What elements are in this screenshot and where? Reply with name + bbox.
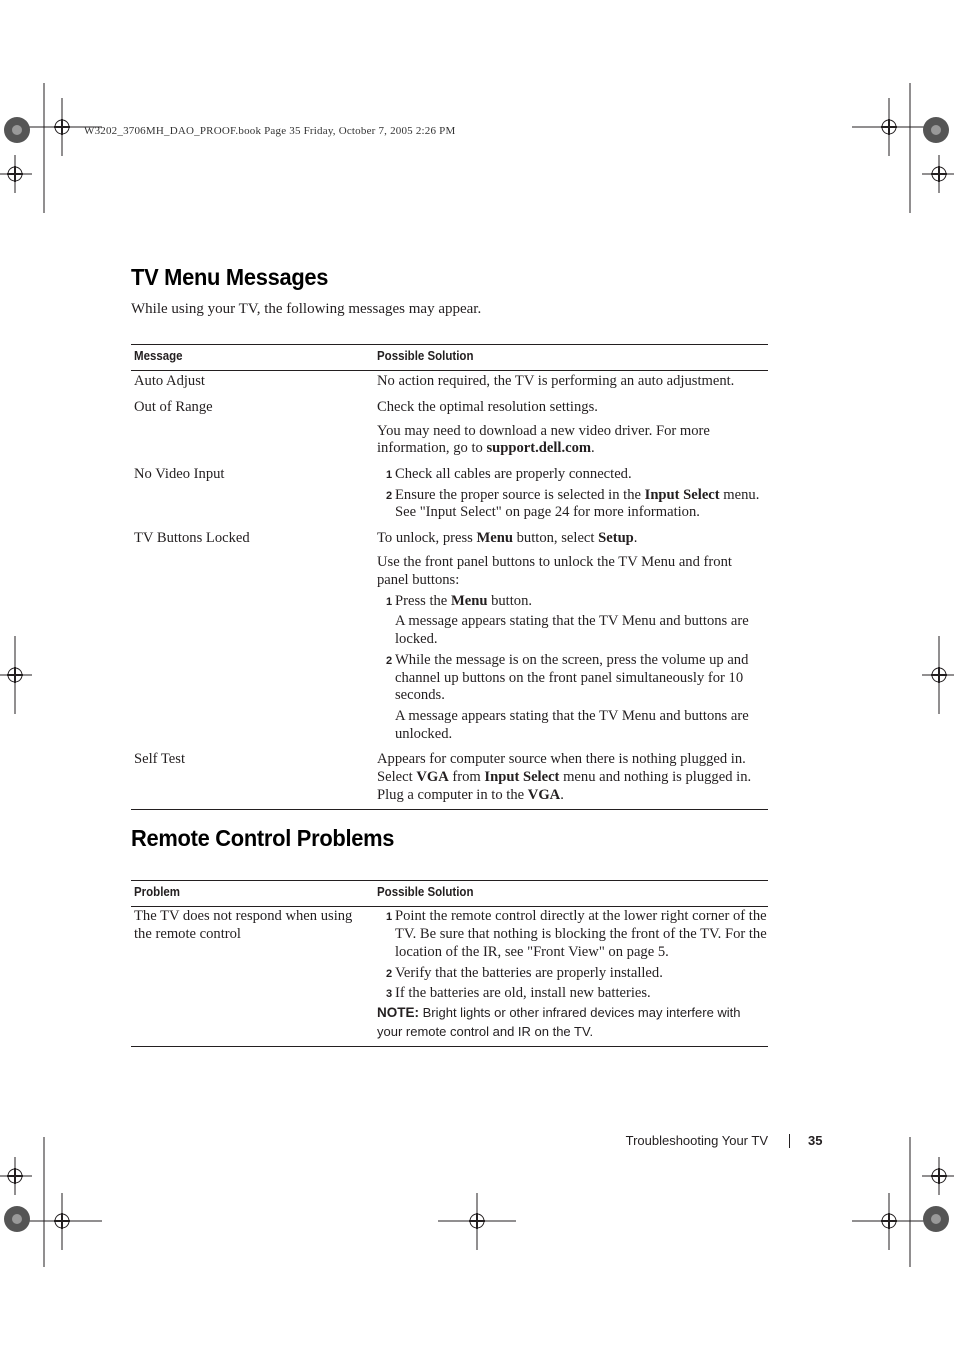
remote-note-line-2: your remote control and IR on the TV. — [377, 1024, 594, 1039]
row-locked-step-2-note-line-2: unlocked. — [395, 726, 453, 742]
remote-step-1-line-2: TV. Be sure that nothing is blocking the front of the TV. For the — [395, 926, 767, 942]
row-locked-step-1-note-line-2: locked. — [395, 631, 438, 647]
section-title-tv-menu-messages: TV Menu Messages — [131, 264, 329, 290]
row-no-video-step-2-line-2: See "Input Select" on page 24 for more information. — [395, 504, 700, 520]
column-header-problem: Problem — [134, 885, 181, 899]
support-link: support.dell.com — [486, 440, 592, 456]
row-locked-solution-2: Use the front panel buttons to unlock the TV Menu and front — [377, 554, 732, 570]
row-self-test-solution-2: Select VGA from Input Select menu and nothing is plugged in. — [377, 769, 752, 785]
row-locked-step-2-line-2: channel up buttons on the front panel simultaneously for 10 — [395, 670, 744, 686]
remote-control-problems-table — [131, 880, 768, 1039]
column-header-solution: Possible Solution — [377, 885, 474, 899]
row-no-video-step-2: Ensure the proper source is selected in the Input Select menu. — [395, 487, 760, 503]
row-locked-solution-1: To unlock, press Menu button, select Setup. — [377, 530, 638, 546]
step-number: 1 — [386, 469, 393, 481]
table-bottom-rule — [131, 809, 768, 810]
row-out-of-range-solution-3: information, go to support.dell.com. — [377, 440, 595, 456]
row-locked-step-2: While the message is on the screen, press the volume up and — [395, 652, 749, 668]
step-number: 2 — [386, 968, 393, 980]
section-title-remote-control-problems: Remote Control Problems — [131, 825, 395, 851]
row-out-of-range-solution-1: Check the optimal resolution settings. — [377, 399, 598, 415]
page-number: 35 — [808, 1133, 823, 1148]
row-self-test-solution-3: Plug a computer in to the VGA. — [377, 787, 564, 803]
section-intro: While using your TV, the following messages may appear. — [131, 301, 482, 317]
row-locked-message: TV Buttons Locked — [134, 530, 250, 546]
row-problem-text-line-2: the remote control — [134, 926, 241, 942]
tv-menu-messages-table — [131, 344, 768, 803]
row-problem-text: The TV does not respond when using — [134, 908, 353, 924]
row-locked-step-2-note: A message appears stating that the TV Menu and buttons are — [395, 708, 749, 724]
table-bottom-rule — [131, 1046, 768, 1047]
row-out-of-range-message: Out of Range — [134, 399, 213, 415]
step-number: 3 — [386, 988, 393, 1000]
table-header — [131, 344, 768, 371]
remote-step-1: Point the remote control directly at the lower right corner of the — [395, 908, 767, 924]
column-header-message: Message — [134, 349, 183, 363]
remote-note: NOTE: Bright lights or other infrared devices may interfere with — [377, 1005, 741, 1020]
proof-slug: W3202_3706MH_DAO_PROOF.book Page 35 Friday, October 7, 2005 2:26 PM — [84, 125, 456, 137]
footer-separator — [789, 1134, 790, 1148]
remote-step-2: Verify that the batteries are properly installed. — [395, 965, 663, 981]
row-locked-step-1-note: A message appears stating that the TV Menu and buttons are — [395, 613, 749, 629]
note-label: NOTE: — [377, 1005, 419, 1020]
row-locked-solution-2-line-2: panel buttons: — [377, 572, 460, 588]
remote-step-3: If the batteries are old, install new batteries. — [395, 985, 651, 1001]
row-self-test-message: Self Test — [134, 751, 185, 767]
remote-step-1-line-3: location of the IR, see "Front View" on page 5. — [395, 944, 669, 960]
footer-section-name: Troubleshooting Your TV — [625, 1133, 768, 1148]
step-number: 1 — [386, 911, 393, 923]
row-locked-step-1: Press the Menu button. — [395, 593, 533, 609]
step-number: 2 — [386, 490, 393, 502]
row-self-test-solution-1: Appears for computer source when there is nothing plugged in. — [377, 751, 746, 767]
row-auto-adjust-solution: No action required, the TV is performing an auto adjustment. — [377, 373, 735, 389]
table-header — [131, 880, 768, 907]
row-auto-adjust-message: Auto Adjust — [134, 373, 205, 389]
step-number: 2 — [386, 655, 393, 667]
row-out-of-range-solution-2: You may need to download a new video driver. For more — [377, 423, 710, 439]
row-locked-step-2-line-3: seconds. — [395, 687, 445, 703]
step-number: 1 — [386, 596, 393, 608]
column-header-solution: Possible Solution — [377, 349, 474, 363]
row-no-video-message: No Video Input — [134, 466, 225, 482]
row-no-video-step-1: Check all cables are properly connected. — [395, 466, 632, 482]
